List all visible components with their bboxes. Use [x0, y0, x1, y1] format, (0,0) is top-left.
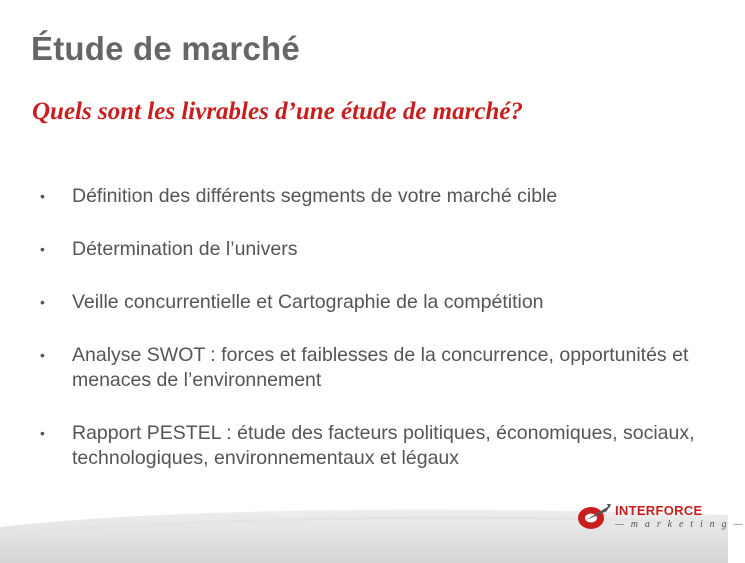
logo-name: INTERFORCE: [615, 503, 703, 518]
bullet-text: Veille concurrentielle et Cartographie de la compétition: [72, 291, 544, 313]
slide-title: Étude de marché: [31, 30, 300, 67]
slide-subtitle: Quels sont les livrables d’une étude de marché?: [32, 98, 523, 125]
list-item: [40, 421, 700, 471]
bullet-marker: •: [40, 347, 45, 363]
bullet-marker: •: [40, 425, 45, 441]
list-item: [40, 184, 700, 209]
interforce-logo-icon: [576, 500, 612, 534]
interforce-logo: [576, 500, 745, 536]
logo-tagline: — m a r k e t i n g —: [615, 519, 745, 530]
bullet-list: [40, 184, 700, 499]
list-item: [40, 237, 700, 262]
bullet-text: Rapport PESTEL : étude des facteurs politiques, économiques, sociaux, technologiques, environnementaux et légaux: [72, 422, 695, 469]
bullet-marker: •: [40, 294, 45, 310]
bullet-text: Analyse SWOT : forces et faiblesses de la concurrence, opportunités et menaces de l’environnement: [72, 344, 689, 391]
bullet-text: Définition des différents segments de votre marché cible: [72, 185, 558, 207]
list-item: [40, 290, 700, 315]
bullet-marker: •: [40, 188, 45, 204]
bullet-text: Détermination de l’univers: [72, 238, 298, 260]
bullet-marker: •: [40, 241, 45, 257]
list-item: [40, 343, 700, 393]
